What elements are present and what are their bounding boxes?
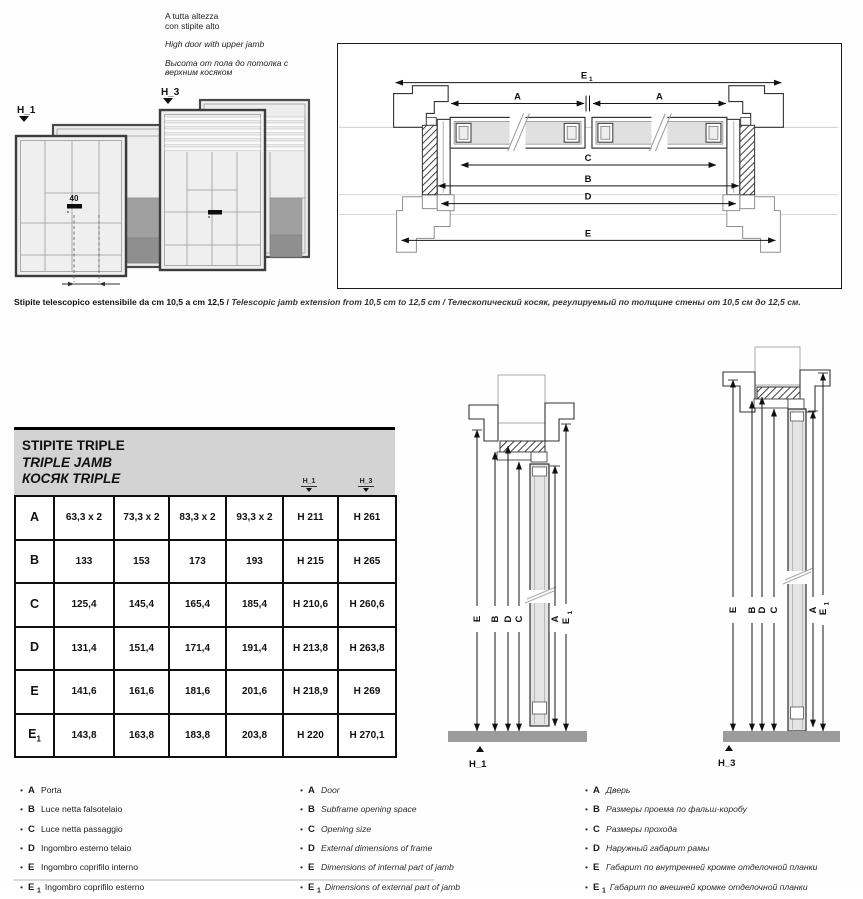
note-en: High door with upper jamb — [165, 39, 265, 49]
spec-table-header — [14, 427, 395, 495]
legend-item: •B Luce netta falsotelaio — [20, 802, 144, 821]
row-label: E — [15, 670, 54, 714]
table-row — [15, 627, 396, 671]
legend-item: •E $_1$ Dimensions of external part of jamb — [300, 880, 460, 899]
legend-item: •E $_1$ Габарит по внешней кромке отделочной планки — [585, 880, 817, 899]
triangle-down-icon — [19, 116, 29, 122]
table-cell: 145,4 — [114, 583, 169, 627]
dim-e1-sub: 1 — [566, 610, 574, 615]
note-it-line2: con stipite alto — [165, 20, 220, 31]
door-panel-right — [592, 113, 727, 151]
caption — [14, 294, 856, 310]
legend-column-ru — [585, 783, 817, 899]
table-cell: 183,8 — [169, 714, 226, 758]
section-drawing-box — [337, 43, 842, 289]
dim-d-label: D — [584, 190, 592, 202]
table-cell: H 265 — [338, 540, 396, 584]
front-view-doors-h3 — [158, 84, 330, 290]
triangle-up-icon — [476, 746, 484, 752]
upper-jamb-hatch — [500, 441, 545, 452]
table-cell: 201,6 — [226, 670, 283, 714]
legend-item: •C Opening size — [300, 822, 460, 841]
table-cell: H 269 — [338, 670, 396, 714]
row-label: D — [15, 627, 54, 671]
spec-table — [14, 495, 397, 758]
row-label: A — [15, 496, 54, 540]
bullet-icon — [300, 880, 308, 895]
table-cell: 193 — [226, 540, 283, 584]
dim-c-label: C — [584, 152, 592, 164]
dim-b-label: B — [490, 615, 502, 623]
legend-item: •A Door — [300, 783, 460, 802]
table-cell: H 260,6 — [338, 583, 396, 627]
table-cell: H 211 — [283, 496, 338, 540]
table-title-en: TRIPLE JAMB — [22, 454, 113, 470]
table-cell: H 215 — [283, 540, 338, 584]
bullet-icon — [20, 880, 28, 895]
h1-marker-label: H_1 — [469, 759, 487, 770]
table-cell: 173 — [169, 540, 226, 584]
table-cell: 165,4 — [169, 583, 226, 627]
row-label: C — [15, 583, 54, 627]
door-leaf — [783, 409, 813, 731]
table-cell: H 270,1 — [338, 714, 396, 758]
bullet-icon — [20, 783, 28, 798]
h3-marker-label: H_3 — [161, 87, 180, 98]
table-row — [15, 670, 396, 714]
bullet-icon — [20, 822, 28, 837]
bullet-icon — [585, 860, 593, 875]
triangle-down-icon — [163, 98, 173, 104]
caption-bold: Stipite telescopico estensibile da cm 10,5 a cm 12,5 / — [14, 297, 232, 307]
h3-marker-label: H_3 — [718, 758, 736, 769]
table-row — [15, 714, 396, 758]
table-cell: 143,8 — [54, 714, 114, 758]
column-header-h1: H_1 — [292, 478, 326, 492]
bullet-icon — [20, 841, 28, 856]
bullet-icon — [20, 860, 28, 875]
dim-e1-label: E — [818, 608, 829, 616]
bullet-icon — [585, 880, 593, 895]
dim-e1-label: E — [580, 69, 588, 81]
dim-c-label: C — [514, 615, 526, 623]
table-cell: 153 — [114, 540, 169, 584]
column-header-h3: H_3 — [349, 478, 383, 492]
table-row — [15, 583, 396, 627]
dim-c-label: C — [769, 606, 780, 614]
bullet-icon — [585, 841, 593, 856]
front-door — [16, 136, 126, 276]
legend-column-it — [20, 783, 144, 899]
table-cell: 163,8 — [114, 714, 169, 758]
table-cell: H 261 — [338, 496, 396, 540]
legend-item: •B Размеры проема по фальш-коробу — [585, 802, 817, 821]
door-handle — [208, 210, 222, 215]
dim-a-right-label: A — [656, 90, 663, 102]
note-it-line1: A tutta altezza — [165, 11, 219, 21]
legend-item: •A Porta — [20, 783, 144, 802]
bullet-icon — [300, 783, 308, 798]
table-cell: 131,4 — [54, 627, 114, 671]
horizontal-section-drawing — [338, 44, 839, 286]
vertical-section-h3 — [650, 343, 863, 775]
table-cell: 93,3 x 2 — [226, 496, 283, 540]
dim-a-left-label: A — [514, 90, 521, 102]
dim-a-label: A — [808, 606, 819, 614]
bullet-icon — [585, 783, 593, 798]
bullet-icon — [20, 802, 28, 817]
table-cell: H 213,8 — [283, 627, 338, 671]
legend-item: •A Дверь — [585, 783, 817, 802]
table-cell: 191,4 — [226, 627, 283, 671]
legend-item: •C Размеры прохода — [585, 822, 817, 841]
triangle-up-icon — [725, 745, 733, 751]
table-cell: 63,3 x 2 — [54, 496, 114, 540]
caption-italic: Telescopic jamb extension from 10,5 cm to 12,5 cm / Телескопический косяк, регулируемый по толщине стены от 10,5 см до 12,5 см. — [231, 297, 801, 307]
table-cell: 73,3 x 2 — [114, 496, 169, 540]
table-cell: H 263,8 — [338, 627, 396, 671]
legend-item: •E Габарит по внутренней кромке отделочной планки — [585, 860, 817, 879]
table-cell: 203,8 — [226, 714, 283, 758]
table-cell: H 218,9 — [283, 670, 338, 714]
legend-item: •E $_1$ Ingombro coprifilo esterno — [20, 880, 144, 899]
table-cell: 133 — [54, 540, 114, 584]
table-title-it: STIPITE TRIPLE — [22, 438, 125, 453]
table-cell: 83,3 x 2 — [169, 496, 226, 540]
h1-marker-label: H_1 — [17, 105, 36, 116]
dim-e-label: E — [728, 606, 739, 614]
table-cell: 161,6 — [114, 670, 169, 714]
wall-section-left — [422, 125, 437, 194]
handle-dimension-label: 40 — [69, 194, 79, 203]
row-label: B — [15, 540, 54, 584]
table-title-ru: КОСЯК TRIPLE — [22, 471, 121, 486]
table-row — [15, 496, 396, 540]
vertical-section-h1 — [435, 350, 595, 775]
note-ru-line2: верхним косяком — [165, 67, 233, 77]
table-cell: 185,4 — [226, 583, 283, 627]
page-crop-artifact — [14, 879, 434, 881]
jamb-bracket-right — [545, 403, 574, 441]
legend-item: •D Наружный габарит рамы — [585, 841, 817, 860]
bullet-icon — [300, 822, 308, 837]
dim-b-label: B — [584, 172, 592, 184]
dim-d-label: D — [757, 606, 768, 614]
legend-item: •E Ingombro coprifilo interno — [20, 860, 144, 879]
wall-above — [755, 347, 800, 385]
dim-e-label: E — [472, 615, 484, 623]
table-row — [15, 540, 396, 584]
jamb-bracket-left — [723, 372, 755, 412]
door-panel-left — [450, 113, 585, 151]
triangle-down-icon — [306, 488, 312, 492]
door-leaf — [525, 464, 556, 726]
table-cell: 125,4 — [54, 583, 114, 627]
top-annotation — [165, 12, 350, 87]
front-door — [160, 110, 265, 270]
wall-above — [498, 375, 545, 423]
dim-b-label: B — [747, 606, 758, 614]
dim-e1-label: E — [561, 617, 573, 625]
door-handle — [67, 204, 82, 209]
jamb-bracket-left — [469, 405, 498, 441]
dim-e1-sub: 1 — [823, 601, 831, 606]
legend-item: •E Dimensions of internal part of jamb — [300, 860, 460, 879]
table-cell: 181,6 — [169, 670, 226, 714]
table-cell: 171,4 — [169, 627, 226, 671]
legend-item: •D Ingombro esterno telaio — [20, 841, 144, 860]
table-cell: H 210,6 — [283, 583, 338, 627]
dim-d-label: D — [503, 615, 515, 623]
legend-item: •B Subframe opening space — [300, 802, 460, 821]
legend-column-en — [300, 783, 460, 899]
row-label: $E_1$ — [15, 714, 54, 758]
note-ru-line1: Высота от пола до потолка с — [165, 57, 289, 68]
floor — [723, 731, 840, 742]
dim-e1-sub: 1 — [588, 76, 593, 84]
table-cell: 141,6 — [54, 670, 114, 714]
bullet-icon — [585, 822, 593, 837]
table-cell: 151,4 — [114, 627, 169, 671]
bullet-icon — [300, 841, 308, 856]
wall-section-right — [740, 125, 755, 194]
bullet-icon — [300, 802, 308, 817]
bullet-icon — [300, 860, 308, 875]
jamb-bracket-right — [800, 370, 830, 412]
table-cell: H 220 — [283, 714, 338, 758]
floor — [448, 731, 587, 742]
dim-a-label: A — [550, 615, 562, 623]
triangle-down-icon — [363, 488, 369, 492]
bullet-icon — [585, 802, 593, 817]
dim-e-label: E — [584, 227, 592, 239]
legend-item: •C Luce netta passaggio — [20, 822, 144, 841]
legend-item: •D External dimensions of frame — [300, 841, 460, 860]
upper-jamb-hatch — [757, 387, 800, 399]
